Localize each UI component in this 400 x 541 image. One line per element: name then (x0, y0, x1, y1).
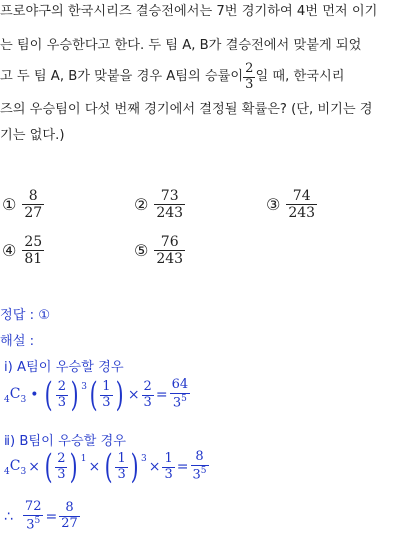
case-1-f1-num: 2 (57, 378, 66, 394)
choice-5-fraction (154, 234, 185, 267)
choice-1-fraction (22, 188, 44, 221)
combo-k: 3 (20, 394, 27, 405)
case-2-result-exp: 5 (200, 466, 207, 477)
win-rate-numerator: 2 (245, 61, 254, 76)
therefore-symbol: ∴ (4, 508, 13, 525)
case-1-result (170, 378, 191, 411)
combo-n: 4 (4, 394, 10, 405)
question-line-4: 즈의 우승팀이 다섯 번째 경기에서 결정될 확률은? (단, 비기는 경 (0, 102, 373, 117)
final-left-base: 3 (26, 517, 35, 533)
final-left-num: 72 (24, 499, 42, 514)
case-1-f1-exponent: 3 (81, 382, 87, 392)
choice-2-denominator: 243 (156, 205, 184, 222)
case-2-expression (4, 447, 209, 487)
dot-operator: • (30, 387, 39, 403)
case-2-f1-exponent: 1 (80, 454, 87, 464)
case-1-result-den (170, 394, 191, 411)
case-1-fraction-1 (56, 380, 68, 411)
case-2-f1-den: 3 (57, 466, 66, 482)
question-line-1: 프로야구의 한국시리즈 결승전에서는 7번 경기하여 4번 먼저 이기 (0, 4, 378, 19)
final-left-exp: 5 (34, 515, 41, 526)
question-line-5: 기는 없다.) (0, 128, 65, 143)
combo-symbol: C (9, 385, 21, 402)
paren-right: ) (130, 447, 139, 487)
choice-4-fraction (22, 234, 44, 267)
case-2-result-base: 3 (192, 467, 201, 483)
equals-sign: = (45, 508, 58, 525)
case-1-f1-den: 3 (57, 394, 66, 410)
paren-right: ) (70, 375, 79, 415)
times-operator: × (88, 459, 101, 475)
choice-2-numerator: 73 (154, 188, 185, 205)
choice-3-denominator: 243 (288, 205, 316, 222)
case-2-result-den (191, 466, 209, 483)
choice-1-numerator: 8 (22, 188, 44, 205)
choice-1-denominator: 27 (24, 205, 43, 222)
case-1-f3-num: 2 (143, 378, 152, 394)
choice-1[interactable] (2, 188, 44, 221)
times-operator: × (127, 387, 140, 403)
paren-left: ( (44, 447, 53, 487)
combo-k: 3 (20, 466, 27, 477)
case-1-result-exp: 5 (181, 394, 187, 405)
case-2-f3-num: 1 (164, 450, 173, 466)
choice-2-number: ② (134, 195, 149, 215)
final-left-den (23, 516, 44, 533)
case-1-f2-den: 3 (102, 394, 111, 410)
choice-4-numerator: 25 (24, 234, 43, 250)
paren-right: ) (70, 447, 79, 487)
question-line-3-end: 일 때, 한국시리 (255, 69, 345, 85)
choice-5-denominator: 243 (156, 251, 184, 268)
choice-5-numerator: 76 (154, 234, 185, 251)
equals-sign: = (155, 387, 168, 403)
question-line-3-start: 고 두 팀 A, B가 맞붙을 경우 A팀의 승률이 (0, 69, 244, 85)
paren-left: ( (104, 447, 113, 487)
case-2-result-num: 8 (191, 450, 209, 466)
win-rate-fraction (243, 62, 255, 93)
case-1-fraction-2 (100, 380, 112, 411)
choice-3-fraction (286, 188, 317, 221)
question-line-3 (0, 62, 344, 93)
choice-2-fraction (154, 188, 185, 221)
choice-2[interactable] (134, 188, 185, 221)
case-1-expression (4, 375, 190, 415)
case-2-fraction-3 (162, 452, 174, 483)
combo-n: 4 (4, 466, 10, 477)
choice-5-number: ⑤ (134, 241, 149, 261)
case-2-f2-num: 1 (117, 450, 126, 466)
case-2-f3-den: 3 (164, 466, 173, 482)
final-right-den: 27 (61, 516, 78, 532)
case-2-fraction-1 (55, 452, 67, 483)
choice-1-number: ① (2, 195, 17, 215)
case-2-result (191, 450, 209, 483)
choice-5[interactable] (134, 234, 185, 267)
paren-right: ) (115, 375, 124, 415)
case-1-result-base: 3 (172, 395, 182, 411)
case-2-title: ⅱ) B팀이 우승할 경우 (4, 434, 126, 449)
choice-3-number: ③ (266, 195, 281, 215)
equals-sign: = (176, 459, 189, 475)
choice-4-denominator: 81 (24, 251, 43, 268)
combo-symbol: C (9, 457, 21, 474)
question-line-2: 는 팀이 우승한다고 한다. 두 팀 A, B가 결승전에서 맞붙게 되었 (0, 38, 362, 53)
final-left-fraction (23, 500, 44, 533)
times-operator: × (148, 459, 161, 475)
choice-4[interactable] (2, 234, 44, 267)
win-rate-denominator: 3 (245, 76, 254, 92)
answer-line: 정답 : ① (0, 308, 51, 323)
times-operator: × (28, 459, 40, 475)
case-2-fraction-2 (115, 452, 127, 483)
case-1-result-num: 64 (171, 377, 189, 393)
final-right-num: 8 (59, 501, 80, 517)
case-1-fraction-3 (142, 380, 154, 411)
case-1-f3-den: 3 (143, 394, 152, 410)
final-right-fraction (59, 501, 80, 532)
paren-left: ( (45, 375, 54, 415)
case-1-f2-num: 1 (102, 378, 111, 394)
case-2-f2-den: 3 (117, 466, 126, 482)
paren-left: ( (89, 375, 98, 415)
case-2-f1-num: 2 (57, 450, 66, 466)
final-expression (4, 500, 80, 533)
choice-4-number: ④ (2, 241, 17, 261)
choice-3-numerator: 74 (286, 188, 317, 205)
explanation-label: 해설 : (0, 334, 35, 349)
case-1-title: ⅰ) A팀이 우승할 경우 (4, 360, 124, 375)
case-2-f2-exponent: 3 (141, 454, 147, 464)
choice-3[interactable] (266, 188, 317, 221)
